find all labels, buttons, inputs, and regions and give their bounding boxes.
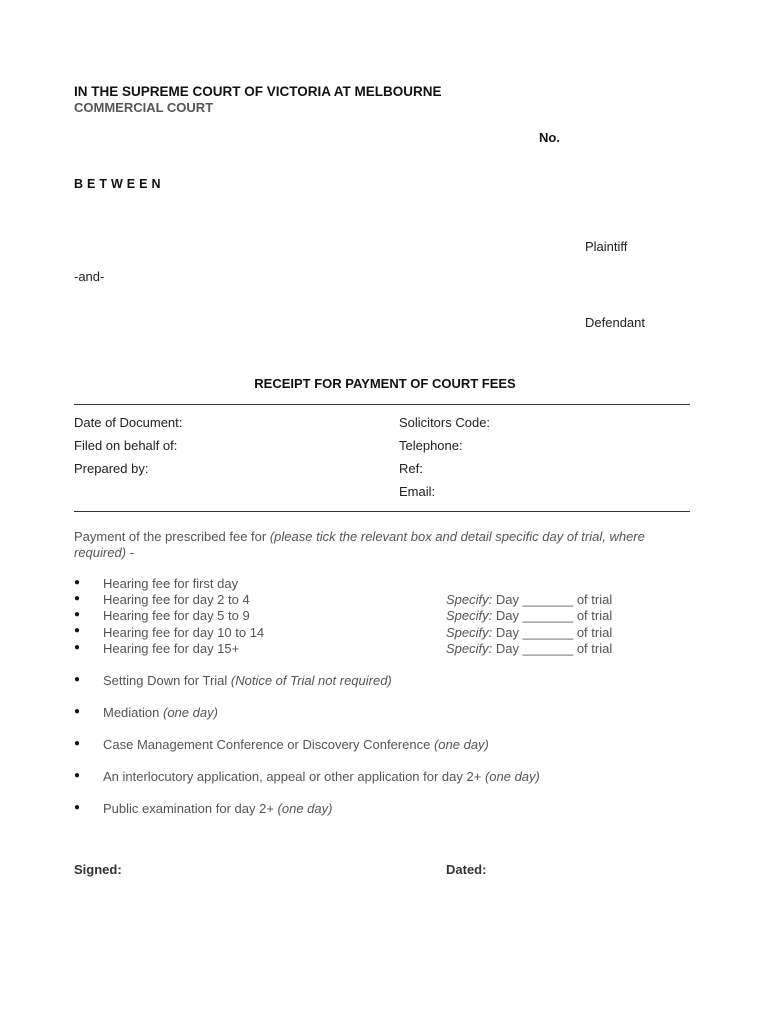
bullet-icon[interactable]: ● <box>74 642 81 653</box>
between-label: BETWEEN <box>74 177 165 191</box>
specify-day-2-4[interactable] <box>446 592 612 607</box>
top-divider <box>74 404 690 405</box>
intro-tail: - <box>126 545 134 560</box>
day-blank: Day _______ <box>492 592 577 607</box>
day-blank: Day _______ <box>492 641 577 656</box>
document-title: RECEIPT FOR PAYMENT OF COURT FEES <box>254 376 516 391</box>
intro-instruction: (please tick the relevant box and detail specific day of trial, where required) <box>74 529 645 560</box>
plaintiff-label: Plaintiff <box>585 239 628 254</box>
specify-label: Specify: <box>446 592 493 607</box>
case-number-label: No. <box>539 130 560 145</box>
intro-lead: Payment of the prescribed fee for <box>74 529 270 544</box>
specify-label: Specify: <box>446 641 493 656</box>
dated-label: Dated: <box>446 862 487 877</box>
fee-label: Case Management Conference or Discovery Conference <box>103 737 434 752</box>
mediation-fee <box>103 705 218 720</box>
bullet-icon[interactable]: ● <box>74 674 81 685</box>
bullet-icon[interactable]: ● <box>74 802 81 813</box>
court-division: COMMERCIAL COURT <box>74 100 214 115</box>
bullet-icon[interactable]: ● <box>74 770 81 781</box>
and-label: -and- <box>74 269 105 284</box>
bullet-icon[interactable]: ● <box>74 706 81 717</box>
fee-label: Setting Down for Trial <box>103 673 231 688</box>
bullet-icon[interactable]: ● <box>74 625 81 636</box>
specify-day-5-9[interactable] <box>446 608 612 623</box>
defendant-label: Defendant <box>585 315 645 330</box>
fee-note: (one day) <box>277 801 333 816</box>
fee-note: (one day) <box>162 705 218 720</box>
bullet-icon[interactable]: ● <box>74 593 81 604</box>
of-trial-label: of trial <box>576 625 613 640</box>
ref-label: Ref: <box>399 461 423 476</box>
specify-day-10-14[interactable] <box>446 625 612 640</box>
hearing-fee-first-day: Hearing fee for first day <box>103 576 239 591</box>
fee-label: An interlocutory application, appeal or other application for day 2+ <box>103 769 485 784</box>
day-blank: Day _______ <box>492 625 577 640</box>
bottom-divider <box>74 511 690 512</box>
of-trial-label: of trial <box>576 608 613 623</box>
signed-label: Signed: <box>74 862 122 877</box>
specify-day-15-plus[interactable] <box>446 641 612 656</box>
of-trial-label: of trial <box>576 641 613 656</box>
hearing-fee-day-15-plus: Hearing fee for day 15+ <box>103 641 240 656</box>
public-examination-fee <box>103 801 332 816</box>
payment-instructions <box>74 529 674 561</box>
date-of-document-label: Date of Document: <box>74 415 183 430</box>
interlocutory-application-fee <box>103 769 540 784</box>
hearing-fee-day-5-9: Hearing fee for day 5 to 9 <box>103 608 250 623</box>
specify-label: Specify: <box>446 625 493 640</box>
case-management-fee <box>103 737 489 752</box>
specify-label: Specify: <box>446 608 493 623</box>
fee-label: Mediation <box>103 705 163 720</box>
fee-note: (one day) <box>484 769 540 784</box>
fee-note: (Notice of Trial not required) <box>230 673 392 688</box>
fee-note: (one day) <box>433 737 489 752</box>
filed-on-behalf-label: Filed on behalf of: <box>74 438 178 453</box>
hearing-fee-day-2-4: Hearing fee for day 2 to 4 <box>103 592 250 607</box>
fee-label: Public examination for day 2+ <box>103 801 278 816</box>
setting-down-fee <box>103 673 392 688</box>
bullet-icon[interactable]: ● <box>74 609 81 620</box>
prepared-by-label: Prepared by: <box>74 461 149 476</box>
bullet-icon[interactable]: ● <box>74 738 81 749</box>
court-heading: IN THE SUPREME COURT OF VICTORIA AT MELBOURNE <box>74 84 442 99</box>
day-blank: Day _______ <box>492 608 577 623</box>
bullet-icon[interactable]: ● <box>74 577 81 588</box>
solicitors-code-label: Solicitors Code: <box>399 415 491 430</box>
email-label: Email: <box>399 484 436 499</box>
telephone-label: Telephone: <box>399 438 463 453</box>
hearing-fee-day-10-14: Hearing fee for day 10 to 14 <box>103 625 265 640</box>
of-trial-label: of trial <box>576 592 613 607</box>
